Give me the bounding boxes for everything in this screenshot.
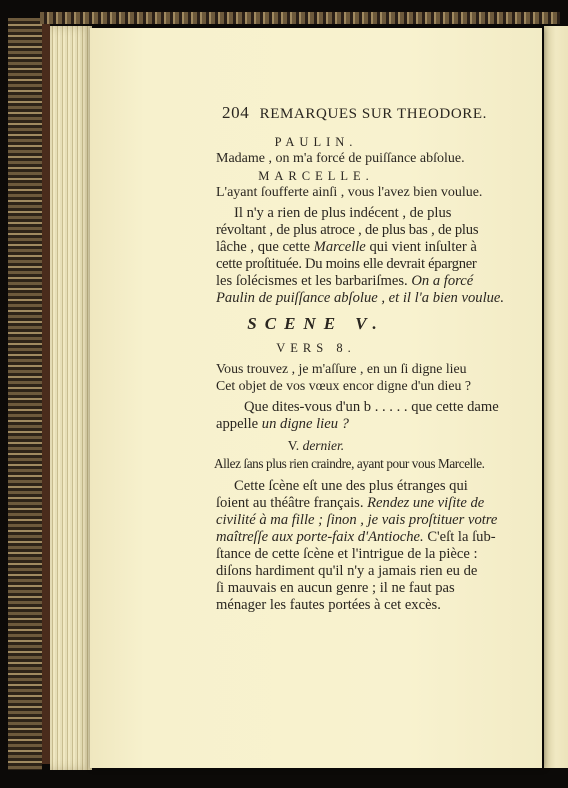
page-number: 204 [222,103,250,122]
book-page [90,28,542,768]
commentary-line: cette proſtituée. Du moins elle devrait épargner [216,256,477,272]
italic-quote: On a forcé [411,273,474,289]
book-spine [8,18,42,770]
commentary-line-italic: civilité à ma fille ; ſinon , je vais proſtituer votre [216,512,498,528]
commentary-line [216,273,473,290]
italic-quote: maîtreſſe aux porte-faix d'Antioche. [216,529,424,545]
commentary-line: ſtance de cette ſcène et l'intrigue de la pièce : [216,546,478,562]
commentary-line [216,495,484,512]
speaker-marcelle: MARCELLE. [258,169,374,183]
commentary-line-italic: Paulin de puiſſance abſolue , et il l'a bien voulue. [216,290,505,306]
spine-band [42,24,50,764]
commentary-line: Cette ſcène eſt une des plus étranges qui [234,478,468,494]
text: les ſolécismes et les barbariſmes. [216,273,408,289]
quoted-verse: Cet objet de vos vœux encor digne d'un dieu ? [216,378,471,393]
binding-top-edge [40,12,560,24]
text: qui vient inſulter à [369,239,477,255]
commentary-line [216,239,477,256]
text: C'eſt la ſub- [427,529,496,545]
italic-name: Marcelle [313,239,366,255]
speech-marcelle: L'ayant ſoufferte ainſi , vous l'avez bien voulue. [216,185,483,200]
commentary-line [234,205,487,222]
scene-heading: SCENE V. [247,314,385,333]
text: Il n'y a rien de plus indécent , de plus [234,205,452,221]
commentary-line: ménager les fautes portées à cet excès. [216,597,441,613]
commentary-line [216,529,496,546]
speech-paulin: Madame , on m'a forcé de puiſſance abſolue. [216,151,465,166]
running-head [222,104,487,123]
commentary-line: ſi mauvais en aucun genre ; il ne faut pas [216,580,455,596]
facing-page-edge [544,26,568,768]
quoted-verse: Vous trouvez , je m'aſſure , en un ſi digne lieu [216,361,467,376]
quoted-verse: Allez ſans plus rien craindre, ayant pour vous Marcelle. [214,456,485,471]
text: ſoient au théâtre français. [216,495,364,511]
italic-quote: Rendez une viſite de [367,495,485,511]
text: lâche , que cette [216,239,310,255]
commentary-line [216,416,349,433]
italic-quote: un digne lieu ? [261,416,349,432]
commentary-line: révoltant , de plus atroce , de plus bas , de plus [216,222,479,238]
speaker-paulin: PAULIN. [274,135,358,149]
verse-reference-2 [90,437,542,454]
running-title: REMARQUES SUR THEODORE. [259,106,487,122]
commentary-line: diſons hardiment qu'il n'y a jamais rien eu de [216,563,478,579]
commentary-line: Que dites-vous d'un b . . . . . que cette dame [244,399,499,415]
verse-reference: VERS 8. [276,341,356,355]
text: appelle [216,416,259,432]
ref-prefix: V. [287,438,300,453]
ref-word: dernier. [302,438,345,453]
page-edges [50,26,92,770]
